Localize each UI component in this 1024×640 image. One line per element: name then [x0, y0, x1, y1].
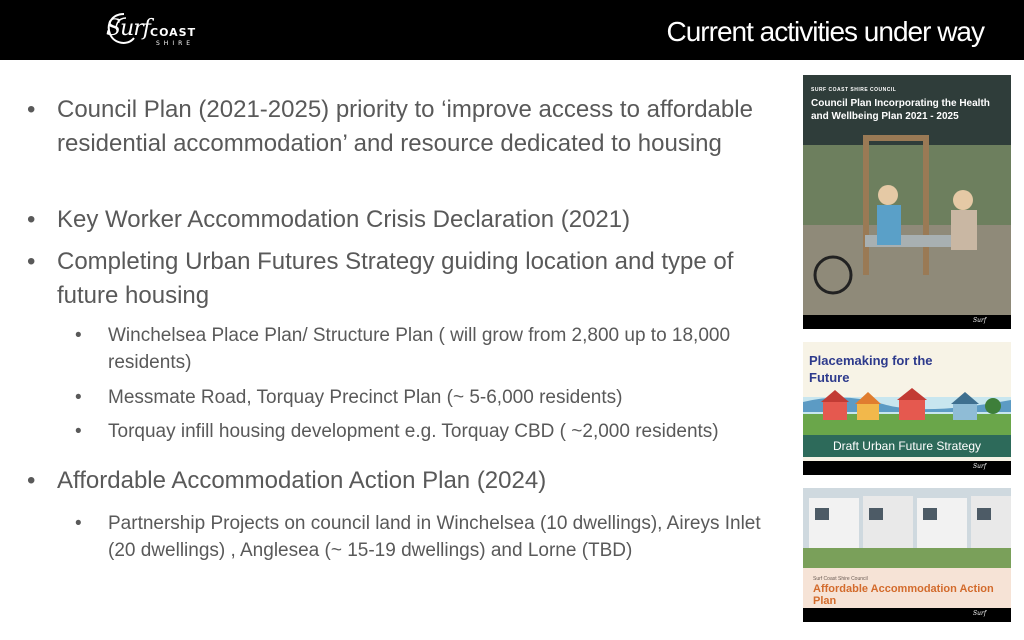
- mini-logo: Surf: [973, 317, 987, 324]
- council-plan-cover-image: [803, 75, 1011, 329]
- bullet-dot: •: [27, 96, 36, 123]
- subbullet-dot: •: [75, 513, 82, 534]
- logo-shire-text: SHIRE: [156, 40, 195, 47]
- subbullet-messmate: [75, 384, 798, 411]
- mini-logo: Surf: [973, 610, 987, 617]
- subbullet-dot: •: [75, 325, 82, 346]
- slide-title: Current activities under way: [666, 16, 984, 47]
- bullet-text: Affordable Accommodation Action Plan (2024): [57, 467, 547, 494]
- placemaking-title: Placemaking for the Future: [809, 353, 933, 385]
- subbullet-dot: •: [75, 421, 82, 442]
- council-plan-title: Council Plan Incorporating the Health and Wellbeing Plan 2021 - 2025: [811, 98, 990, 122]
- placemaking-cover-image: [803, 342, 1011, 475]
- bullet-dot: •: [27, 206, 36, 233]
- subbullet-text: Messmate Road, Torquay Precinct Plan (~ 5-6,000 residents): [108, 387, 623, 408]
- placemaking-caption: Draft Urban Future Strategy: [803, 435, 1011, 457]
- affordable-title: Affordable Accommodation Action Plan: [813, 583, 994, 607]
- bullet-text: Key Worker Accommodation Crisis Declaration (2021): [57, 206, 631, 233]
- subbullet-text: Partnership Projects on council land in Winchelsea (10 dwellings), Aireys Inlet (20 dwellings) , Anglesea (~ 15-19 dwellings) and Lorne (TBD): [108, 513, 761, 561]
- subbullet-partnership: [75, 510, 788, 564]
- logo-coast-text: COAST: [150, 26, 197, 39]
- bullet-dot: •: [27, 248, 36, 275]
- subbullet-torquay-infill: [75, 418, 798, 445]
- bullet-text: Completing Urban Futures Strategy guiding location and type of future housing: [57, 248, 734, 309]
- bullet-council-plan: [27, 93, 792, 161]
- bullet-dot: •: [27, 467, 36, 494]
- logo-script-text: Surf: [106, 16, 150, 41]
- subbullet-winchelsea: [75, 322, 798, 376]
- subbullet-text: Torquay infill housing development e.g. Torquay CBD ( ~2,000 residents): [108, 421, 719, 442]
- affordable-plan-cover-image: [803, 488, 1011, 622]
- bullet-affordable-plan: [27, 464, 792, 498]
- bullet-text: Council Plan (2021-2025) priority to ‘improve access to affordable residential accommodation’ and resource dedicated to housing: [57, 96, 753, 157]
- affordable-small-text: Surf Coast Shire Council: [813, 576, 868, 582]
- council-plan-small-text: SURF COAST SHIRE COUNCIL: [811, 87, 897, 93]
- bullet-key-worker: [27, 203, 792, 237]
- content-area: [0, 60, 800, 640]
- subbullet-dot: •: [75, 387, 82, 408]
- bullet-urban-futures: [27, 245, 797, 313]
- mini-logo: Surf: [973, 463, 987, 470]
- header-bar: [0, 0, 1024, 60]
- surf-coast-shire-logo: [104, 10, 214, 50]
- subbullet-text: Winchelsea Place Plan/ Structure Plan ( will grow from 2,800 up to 18,000 residents): [108, 325, 731, 373]
